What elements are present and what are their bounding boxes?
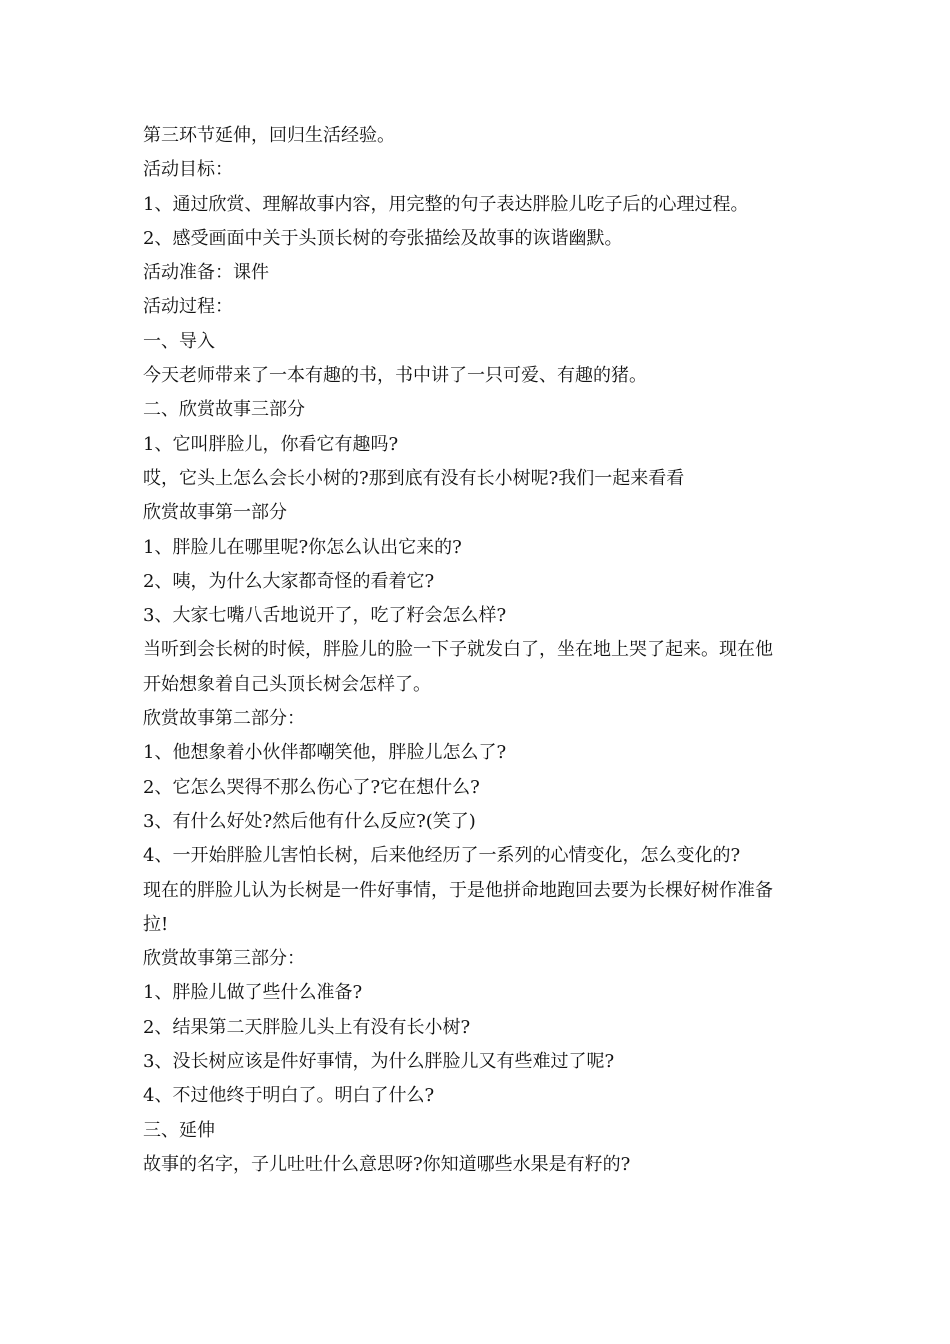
question-item: 1、他想象着小伙伴都嘲笑他，胖脸儿怎么了? [143,742,507,764]
heading-story-part-3: 欣赏故事第三部分： [143,948,305,970]
paragraph-line: 哎，它头上怎么会长小树的?那到底有没有长小树呢?我们一起来看看 [143,467,685,489]
question-item: 2、咦，为什么大家都奇怪的看着它? [143,570,435,592]
paragraph-section-intro: 第三环节延伸，回归生活经验。 [143,125,395,146]
heading-story-part-1: 欣赏故事第一部分 [143,502,287,524]
heading-introduction: 一、导入 [143,330,215,352]
heading-story-appreciation: 二、欣赏故事三部分 [143,399,305,421]
question-item: 1、它叫胖脸儿，你看它有趣吗? [143,433,399,455]
question-item: 1、胖脸儿在哪里呢?你怎么认出它来的? [143,536,462,558]
goal-item-2: 2、感受画面中关于头顶长树的夸张描绘及故事的诙谐幽默。 [143,227,623,249]
heading-activity-process: 活动过程： [143,296,233,318]
heading-extension: 三、延伸 [143,1119,215,1141]
activity-preparation: 活动准备：课件 [143,262,269,284]
question-item: 3、有什么好处?然后他有什么反应?(笑了) [143,810,476,832]
paragraph-extension: 故事的名字，子儿吐吐什么意思呀?你知道哪些水果是有籽的? [143,1153,631,1175]
question-item: 1、胖脸儿做了些什么准备? [143,982,363,1004]
document-body [143,119,823,1182]
paragraph-line: 开始想象着自己头顶长树会怎样了。 [143,673,431,695]
paragraph-introduction: 今天老师带来了一本有趣的书，书中讲了一只可爱、有趣的猪。 [143,365,647,387]
question-item: 2、结果第二天胖脸儿头上有没有长小树? [143,1016,471,1038]
question-item: 3、大家七嘴八舌地说开了，吃了籽会怎么样? [143,605,507,627]
question-item: 4、一开始胖脸儿害怕长树，后来他经历了一系列的心情变化，怎么变化的? [143,845,741,867]
paragraph-line: 现在的胖脸儿认为长树是一件好事情，于是他拼命地跑回去要为长棵好树作准备 [143,879,773,901]
question-item: 2、它怎么哭得不那么伤心了?它在想什么? [143,776,480,798]
goal-item-1: 1、通过欣赏、理解故事内容，用完整的句子表达胖脸儿吃子后的心理过程。 [143,193,749,215]
question-item: 4、不过他终于明白了。明白了什么? [143,1085,435,1107]
heading-activity-goals: 活动目标： [143,159,233,181]
paragraph-line: 拉! [143,913,169,935]
question-item: 3、没长树应该是件好事情，为什么胖脸儿又有些难过了呢? [143,1051,615,1073]
paragraph-line: 当听到会长树的时候，胖脸儿的脸一下子就发白了，坐在地上哭了起来。现在他 [143,639,773,661]
heading-story-part-2: 欣赏故事第二部分： [143,708,305,730]
